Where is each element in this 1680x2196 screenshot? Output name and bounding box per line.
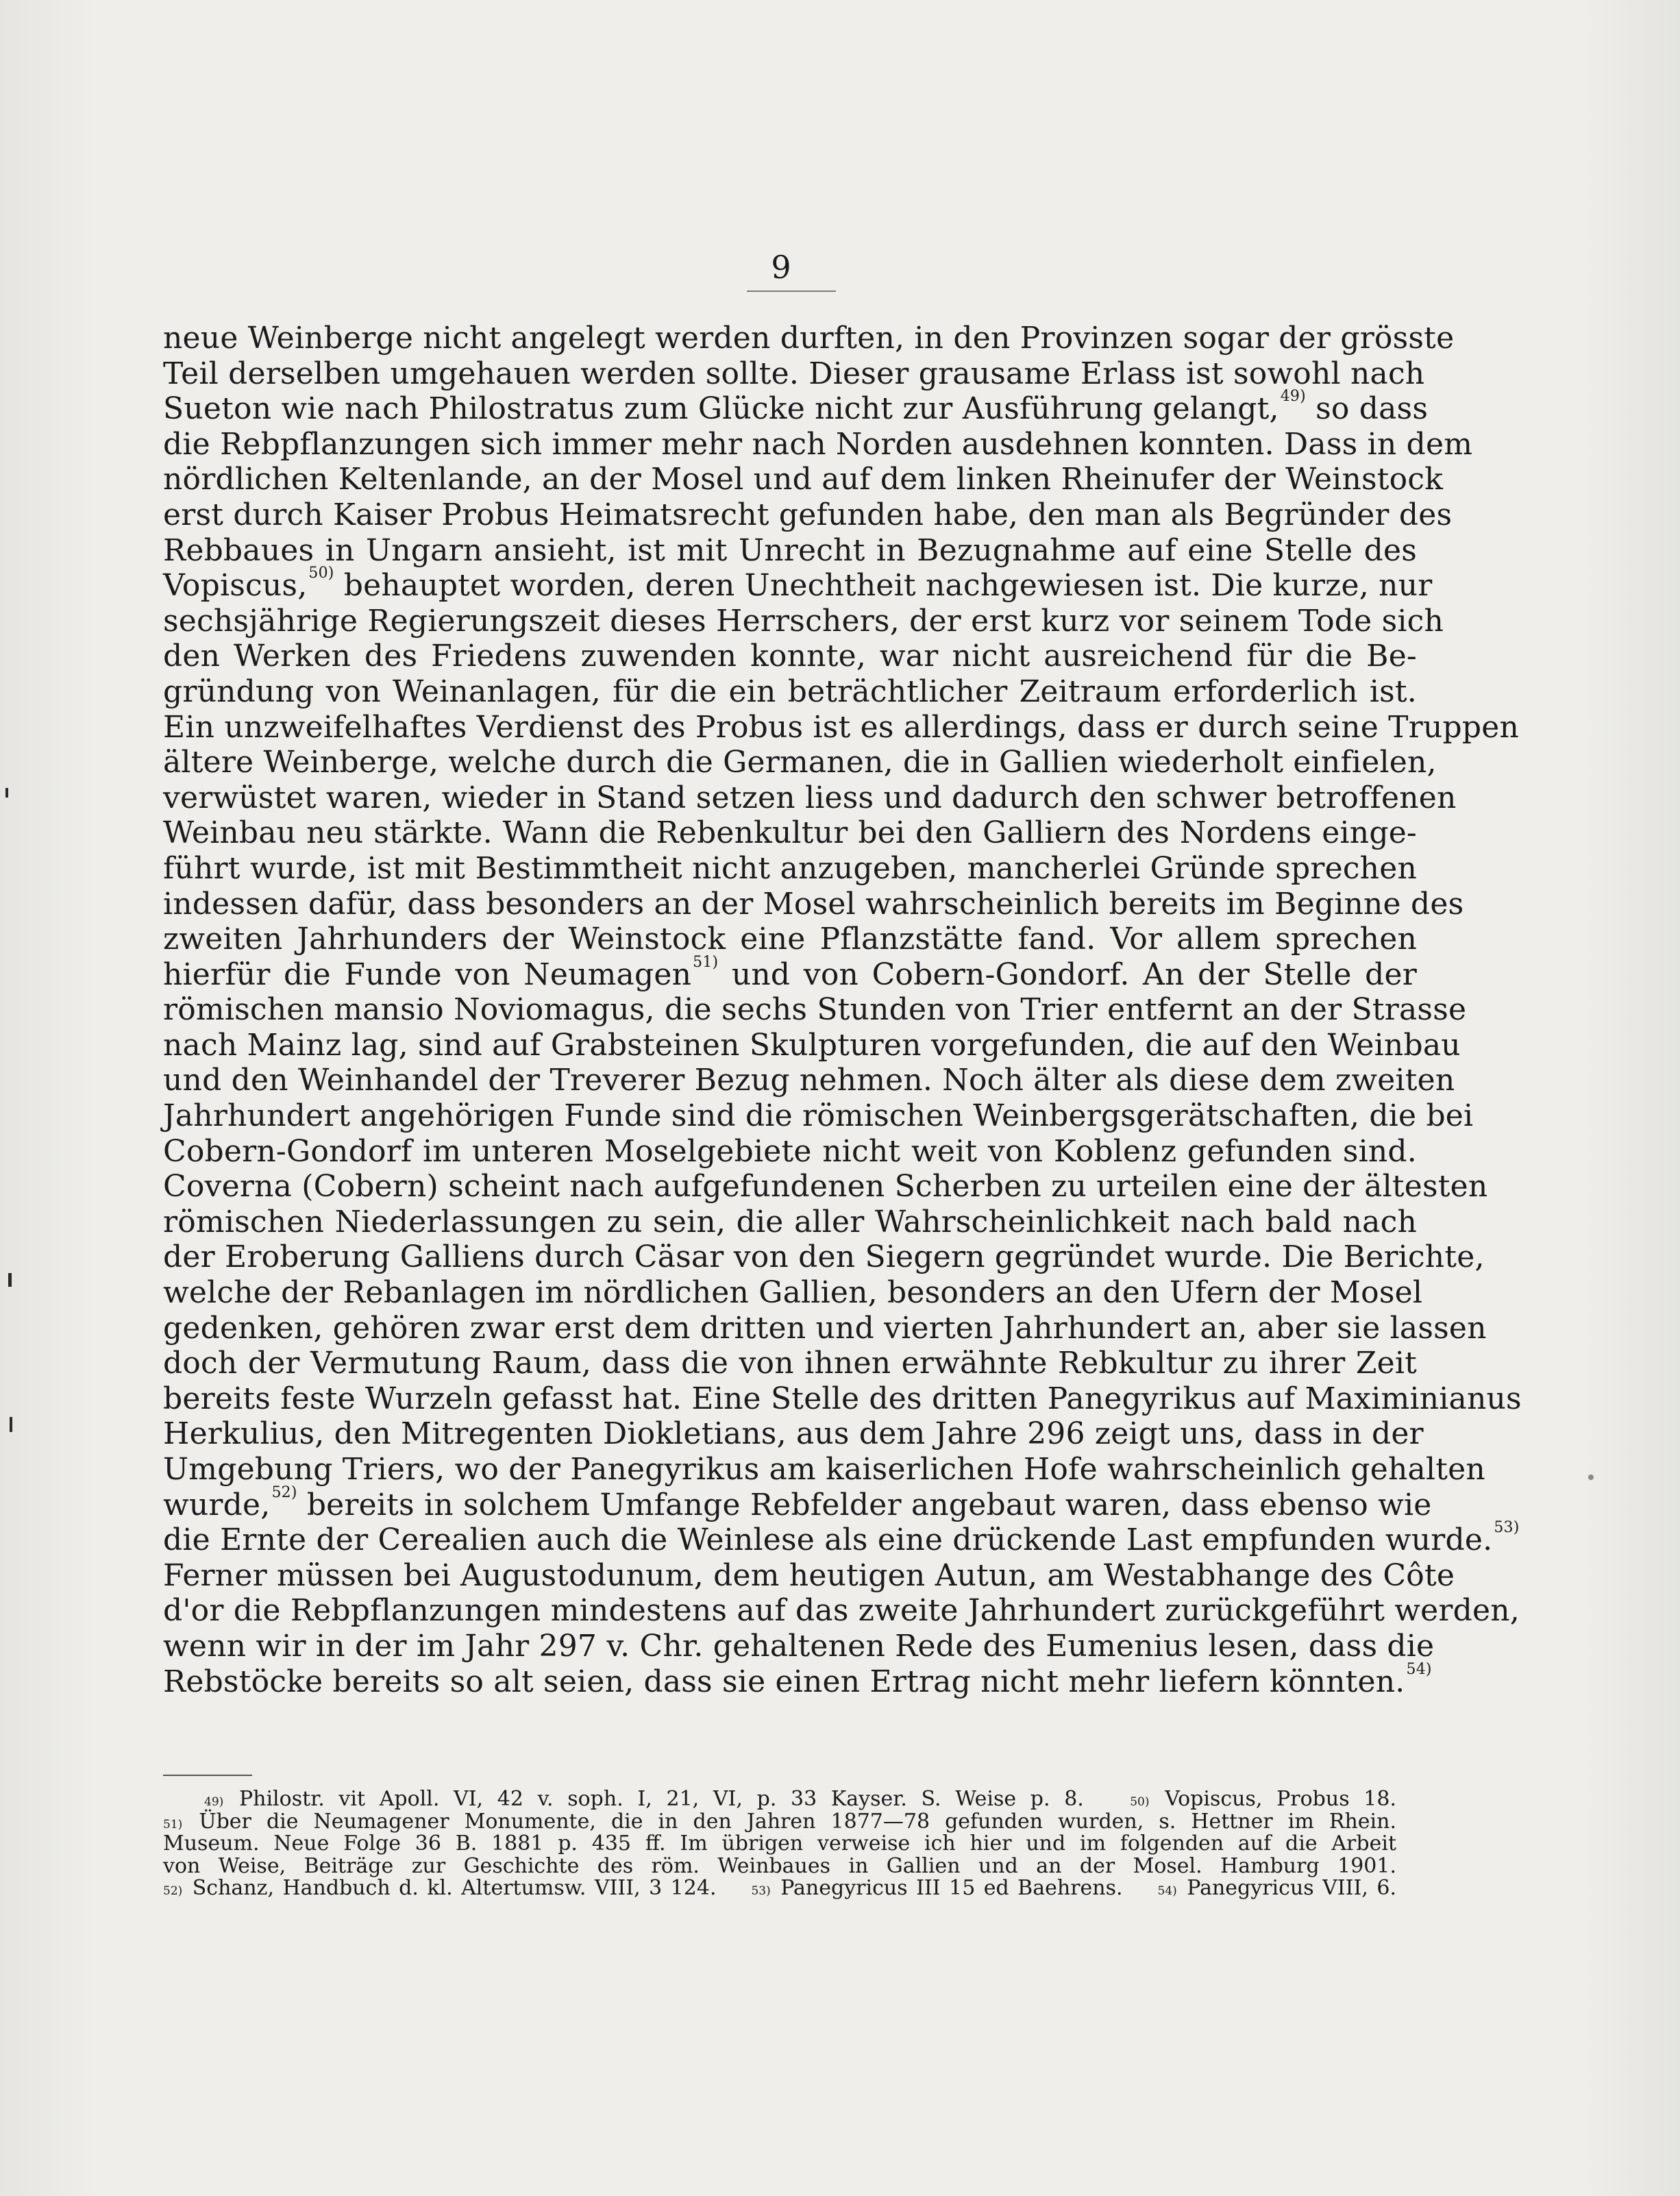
text-line: nördlichen Keltenlande, an der Mosel und auf dem linken Rheinufer der Weinstock [163, 462, 1444, 497]
text-segment: behauptet worden, deren Unechtheit nachgewiesen ist. Die kurze, nur [343, 568, 1433, 604]
text-line [163, 1660, 1432, 1700]
footnote-52: Schanz, Handbuch d. kl. Altertumsw. VIII, 3 124. [192, 1876, 717, 1901]
text-line: Coverna (Cobern) scheint nach aufgefundenen Scherben zu urteilen eine der ältesten [163, 1169, 1488, 1205]
text-segment: bereits in solchem Umfange Rebfelder angebaut waren, dass ebenso wie [306, 1487, 1432, 1522]
footnote-mark-52: 52) [163, 1884, 183, 1899]
footnote-50: Vopiscus, Probus 18. [1165, 1787, 1396, 1811]
footnotes-block [163, 1788, 1396, 1900]
text-line: welche der Rebanlagen im nördlichen Gallien, besonders an den Ufern der Mosel [163, 1275, 1423, 1311]
scan-speck [5, 788, 8, 798]
footnote-ref-50: 50) [308, 565, 334, 582]
footnote-ref-54: 54) [1406, 1660, 1432, 1678]
text-line: verwüstet waren, wieder in Stand setzen liess und dadurch den schwer betroffenen [163, 780, 1457, 815]
text-line: gedenken, gehören zwar erst dem dritten und vierten Jahrhundert an, aber sie lassen [163, 1310, 1487, 1346]
footnote-ref-53: 53) [1494, 1519, 1520, 1537]
text-line: gründung von Weinanlagen, für die ein beträchtlicher Zeitraum erforderlich ist. [163, 674, 1417, 709]
footnote-mark-54: 54) [1157, 1884, 1177, 1899]
footnote-line [163, 1811, 1396, 1834]
text-segment: Vopiscus, [163, 568, 308, 604]
text-line: Teil derselben umgehauen werden sollte. Dieser grausame Erlass ist sowohl nach [163, 356, 1425, 391]
page-number: 9 [771, 249, 791, 286]
footnote-line: von Weise, Beiträge zur Geschichte des röm. Weinbaues in Gallien und an der Mosel. Hamburg 1901. [163, 1853, 1396, 1878]
text-line [163, 953, 1417, 993]
main-text-block [163, 321, 1522, 1699]
text-segment: und von Cobern-Gondorf. An der Stelle der [731, 957, 1417, 992]
text-segment: hierfür die Funde von Neumagen [163, 957, 692, 992]
footnote-mark-53: 53) [751, 1884, 771, 1899]
scan-speck [1588, 1475, 1594, 1480]
text-line: führt wurde, ist mit Bestimmtheit nicht anzugeben, mancherlei Gründe sprechen [163, 850, 1417, 886]
text-line: Rebbaues in Ungarn ansieht, ist mit Unrecht in Bezugnahme auf eine Stelle des [163, 532, 1417, 568]
footnote-ref-49: 49) [1280, 388, 1306, 406]
scan-speck [10, 1417, 12, 1432]
text-line: zweiten Jahrhunders der Weinstock eine Pflanzstätte fand. Vor allem sprechen [163, 922, 1417, 957]
footnote-ref-51: 51) [693, 953, 719, 971]
text-line: Ein unzweifelhaftes Verdienst des Probus ist es allerdings, dass er durch seine Truppen [163, 709, 1519, 745]
text-line: sechsjährige Regierungszeit dieses Herrschers, der erst kurz vor seinem Tode sich [163, 603, 1444, 639]
footnote-54: Panegyricus VIII, 6. [1187, 1876, 1396, 1901]
text-segment: Sueton wie nach Philostratus zum Glücke nicht zur Ausführung gelangt, [163, 391, 1279, 427]
text-line: erst durch Kaiser Probus Heimatsrecht gefunden habe, den man als Begründer des [163, 497, 1453, 532]
text-line: Ferner müssen bei Augustodunum, dem heutigen Autun, am Westabhange des Côte [163, 1557, 1455, 1593]
text-line: doch der Vermutung Raum, dass die von ihnen erwähnte Rebkultur zu ihrer Zeit [163, 1346, 1417, 1381]
text-segment: wurde, [163, 1487, 271, 1522]
text-segment: Rebstöcke bereits so alt seien, dass sie einen Ertrag nicht mehr liefern könnten. [163, 1664, 1405, 1699]
footnote-line: Museum. Neue Folge 36 B. 1881 p. 435 ff. Im übrigen verweise ich hier und im folgenden auf die Arbeit [163, 1831, 1396, 1856]
text-line: den Werken des Friedens zuwenden konnte, war nicht ausreichend für die Be- [163, 639, 1417, 674]
text-line: die Rebpflanzungen sich immer mehr nach Norden ausdehnen konnten. Dass in dem [163, 426, 1473, 462]
text-line: der Eroberung Galliens durch Cäsar von den Siegern gegründet wurde. Die Berichte, [163, 1239, 1485, 1275]
text-line: Jahrhundert angehörigen Funde sind die römischen Weinbergsgerätschaften, die bei [163, 1098, 1474, 1134]
page-number-rule [747, 291, 836, 292]
text-line [163, 1483, 1432, 1523]
scan-speck [8, 1273, 12, 1287]
text-line [163, 1519, 1520, 1558]
text-line: römischen Niederlassungen zu sein, die aller Wahrscheinlichkeit nach bald nach [163, 1204, 1417, 1239]
text-segment: die Ernte der Cerealien auch die Weinlese als eine drückende Last empfunden wurde. [163, 1522, 1493, 1558]
text-line: wenn wir in der im Jahr 297 v. Chr. gehaltenen Rede des Eumenius lesen, dass die [163, 1628, 1435, 1664]
footnote-line [163, 1877, 1396, 1900]
text-line [163, 565, 1433, 604]
text-line: römischen mansio Noviomagus, die sechs Stunden von Trier entfernt an der Strasse [163, 992, 1467, 1028]
footnote-51-line-1: Über die Neumagener Monumente, die in den Jahren 1877—78 gefunden wurden, s. Hettner im Rhein. [199, 1809, 1396, 1834]
footnote-mark-51: 51) [163, 1817, 183, 1831]
footnote-53: Panegyricus III 15 ed Baehrens. [780, 1876, 1123, 1901]
text-line [163, 388, 1429, 427]
text-line: Cobern-Gondorf im unteren Moselgebiete nicht weit von Koblenz gefunden sind. [163, 1133, 1417, 1169]
text-line: ältere Weinberge, welche durch die Germanen, die in Gallien wiederholt einfielen, [163, 745, 1437, 780]
text-segment: so dass [1315, 391, 1429, 427]
footnote-mark-50: 50) [1130, 1795, 1150, 1809]
text-line: indessen dafür, dass besonders an der Mosel wahrscheinlich bereits im Beginne des [163, 886, 1464, 922]
text-line: und den Weinhandel der Treverer Bezug nehmen. Noch älter als diese dem zweiten [163, 1063, 1455, 1098]
footnote-separator [163, 1775, 252, 1776]
text-line: neue Weinberge nicht angelegt werden durften, in den Provinzen sogar der grösste [163, 321, 1455, 356]
text-line: nach Mainz lag, sind auf Grabsteinen Skulpturen vorgefunden, die auf den Weinbau [163, 1027, 1461, 1063]
footnote-ref-52: 52) [271, 1483, 297, 1501]
text-line: bereits feste Wurzeln gefasst hat. Eine Stelle des dritten Panegyrikus auf Maximinianus [163, 1381, 1522, 1416]
text-line: d'or die Rebpflanzungen mindestens auf das zweite Jahrhundert zurückgeführt werden, [163, 1593, 1520, 1629]
text-line: Weinbau neu stärkte. Wann die Rebenkultur bei den Galliern des Nordens einge- [163, 815, 1417, 851]
text-line: Umgebung Triers, wo der Panegyrikus am kaiserlichen Hofe wahrscheinlich gehalten [163, 1452, 1485, 1487]
footnote-line [163, 1788, 1396, 1811]
text-line: Herkulius, den Mitregenten Diokletians, aus dem Jahre 296 zeigt uns, dass in der [163, 1416, 1424, 1452]
footnote-mark-49: 49) [204, 1795, 224, 1809]
footnote-49: Philostr. vit Apoll. VI, 42 v. soph. I, 21, VI, p. 33 Kayser. S. Weise p. 8. [238, 1787, 1084, 1811]
